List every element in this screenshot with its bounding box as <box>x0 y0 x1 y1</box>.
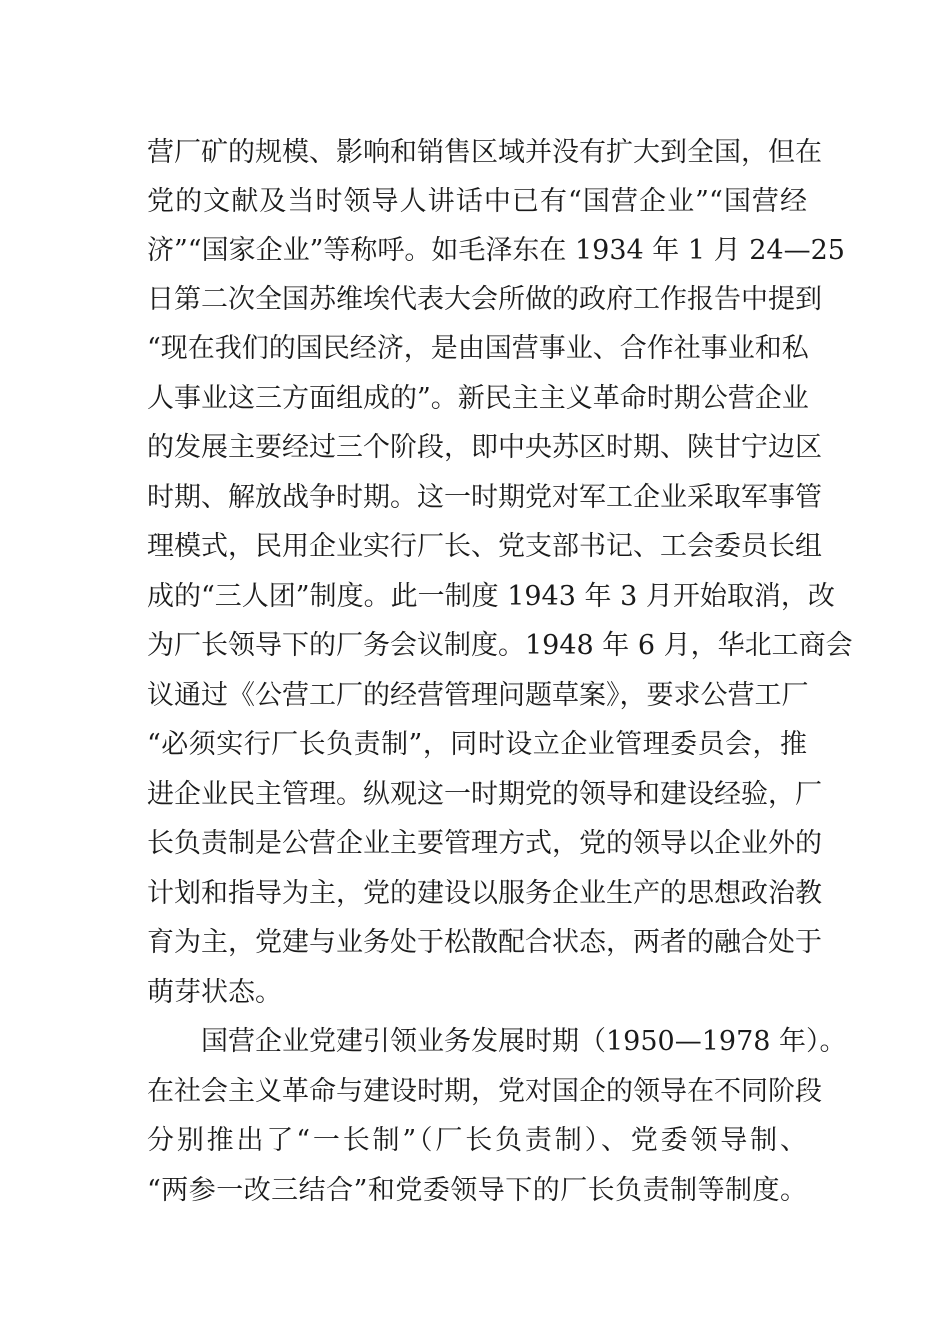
text-line: 进企业民主管理。纵观这一时期党的领导和建设经验，厂 <box>147 779 822 810</box>
text-line: 时期、解放战争时期。这一时期党对军工企业采取军事管 <box>147 482 822 513</box>
text-line: 理模式，民用企业实行厂长、党支部书记、工会委员长组 <box>147 531 822 562</box>
text-line: 在社会主义革命与建设时期，党对国企的领导在不同阶段 <box>147 1076 822 1107</box>
text-line: 分别推出了“一长制”（厂长负责制）、党委领导制、 <box>147 1125 807 1156</box>
text-line: 济”“国家企业”等称呼。如毛泽东在 1934 年 1 月 24—25 <box>147 235 845 266</box>
text-line: 日第二次全国苏维埃代表大会所做的政府工作报告中提到 <box>147 284 822 315</box>
text-line: 为厂长领导下的厂务会议制度。1948 年 6 月，华北工商会 <box>147 630 853 661</box>
text-line: 党的文献及当时领导人讲话中已有“国营企业”“国营经 <box>147 186 807 217</box>
text-line: 萌芽状态。 <box>147 977 282 1008</box>
text-line: 国营企业党建引领业务发展时期（1950—1978 年）。 <box>201 1026 847 1057</box>
text-line: 计划和指导为主，党的建设以服务企业生产的思想政治教 <box>147 878 822 909</box>
text-line: “现在我们的国民经济，是由国营事业、合作社事业和私 <box>147 333 809 364</box>
text-line: 成的“三人团”制度。此一制度 1943 年 3 月开始取消，改 <box>147 581 835 612</box>
text-line: 营厂矿的规模、影响和销售区域并没有扩大到全国，但在 <box>147 137 822 168</box>
text-line: 长负责制是公营企业主要管理方式，党的领导以企业外的 <box>147 828 822 859</box>
text-line: 议通过《公营工厂的经营管理问题草案》，要求公营工厂 <box>147 680 809 711</box>
text-line: 人事业这三方面组成的”。新民主主义革命时期公营企业 <box>147 383 809 414</box>
text-line: 的发展主要经过三个阶段，即中央苏区时期、陕甘宁边区 <box>147 432 822 463</box>
text-line: 育为主，党建与业务处于松散配合状态，两者的融合处于 <box>147 927 822 958</box>
text-line: “必须实行厂长负责制”，同时设立企业管理委员会，推 <box>147 729 807 760</box>
text-line: “两参一改三结合”和党委领导下的厂长负责制等制度。 <box>147 1175 807 1206</box>
